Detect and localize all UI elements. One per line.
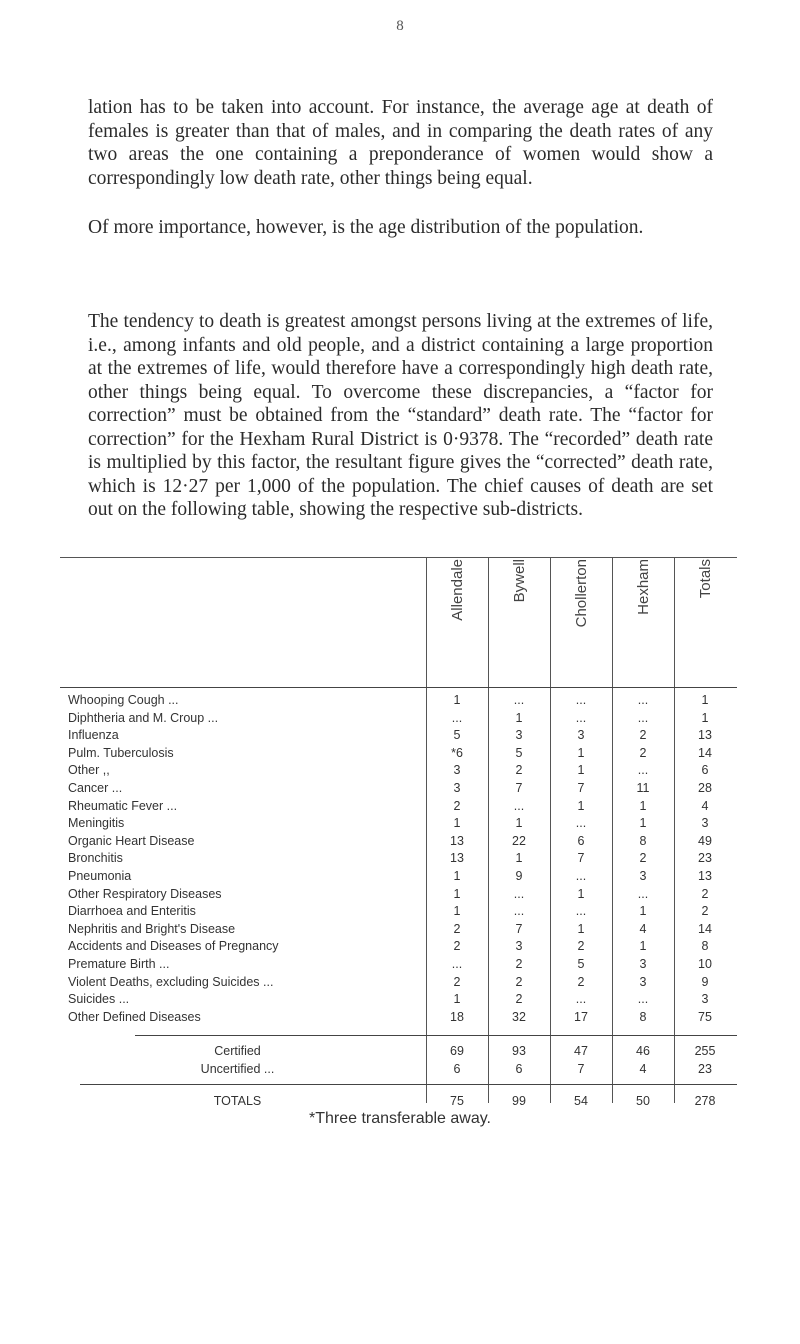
paragraph-1: lation has to be taken into account. For instance, the average age at death of females is greater than that of males, and in comparing the death rates of any two areas the one containing a preponderance of women would show a correspondingly low death rate, other things being equal. [88, 97, 713, 189]
row-value: ... [513, 886, 525, 901]
row-value: 28 [698, 781, 712, 795]
row-value: 3 [639, 957, 647, 971]
row-value: ... [637, 886, 649, 901]
row-label: Cancer ... [68, 781, 123, 795]
column-header-hexham: Hexham [634, 559, 652, 615]
row-value: 3 [639, 974, 647, 989]
row-label: Pneumonia [68, 869, 132, 883]
row-value: ... [637, 710, 649, 725]
row-value: 3 [453, 781, 461, 795]
row-value: 7 [577, 851, 585, 866]
row-value: 18 [450, 1009, 464, 1024]
row-value: 2 [453, 939, 461, 954]
row-value: 3 [701, 816, 709, 831]
row-value: 1 [701, 710, 709, 725]
row-value: 9 [701, 974, 709, 989]
row-value: 4 [639, 921, 647, 936]
row-value: 75 [698, 1009, 712, 1024]
row-value: 1 [639, 798, 647, 813]
row-value: 3 [701, 992, 709, 1007]
row-value: 1 [515, 710, 523, 725]
row-label: Meningitis [68, 816, 125, 831]
table-row [60, 957, 740, 975]
row-value: 4 [701, 798, 709, 813]
subtotal-rule [135, 1035, 737, 1036]
row-value: ... [513, 904, 525, 919]
table-row [60, 799, 740, 817]
row-value: 14 [698, 921, 712, 936]
row-value: 9 [515, 869, 523, 883]
row-value: ... [451, 957, 463, 971]
table-row [60, 992, 740, 1010]
paragraph-2: Of more importance, however, is the age distribution of the population. [88, 217, 644, 238]
header-bottom-rule [60, 687, 737, 688]
row-value: 10 [698, 957, 712, 971]
paragraph-3: The tendency to death is greatest amongst persons living at the extremes of life, i.e., among infants and old people, and a district containing a large proportion at the extremes of life, would therefore have a correspondingly high death rate, other things being equal. To overcome these discrepancies, a “factor for correction” must be obtained from the “standard” death rate. The “factor for correction” for the Hexham Rural District is 0·9378. The “recorded” death rate is multiplied by this factor, the resultant figure gives the “corrected” death rate, which is 12·27 per 1,000 of the population. The chief causes of death are set out on the following table, showing the respective sub-districts. [88, 311, 713, 520]
row-value: 8 [701, 939, 709, 954]
row-value: 2 [639, 728, 647, 743]
row-value: 2 [639, 851, 647, 866]
row-value: 49 [698, 833, 712, 848]
row-value: 2 [453, 798, 461, 813]
row-value: 2 [515, 957, 523, 971]
row-value: 13 [450, 833, 464, 848]
row-value: 2 [639, 745, 647, 760]
row-value: ... [513, 798, 525, 813]
row-value: 3 [639, 869, 647, 883]
row-value: ... [513, 693, 525, 707]
row-label: Other Defined Diseases [68, 1009, 201, 1024]
row-label: Whooping Cough ... [68, 693, 179, 707]
row-label: Diarrhoea and Enteritis [68, 904, 196, 919]
row-value: ... [637, 693, 649, 707]
row-value: 1 [577, 763, 585, 778]
row-value: 14 [698, 745, 712, 760]
row-value: 17 [574, 1009, 588, 1024]
row-label: Influenza [68, 728, 119, 743]
table-row [60, 975, 740, 993]
row-value: ... [575, 992, 587, 1007]
row-label: Organic Heart Disease [68, 833, 195, 848]
table-row [60, 1010, 740, 1028]
column-header-chollerton: Chollerton [572, 559, 590, 628]
row-value: 1 [453, 992, 461, 1007]
row-label: Rheumatic Fever ... [68, 798, 178, 813]
row-value: ... [451, 710, 463, 725]
row-value: ... [575, 816, 587, 831]
row-value: 2 [515, 763, 523, 778]
row-value: 13 [698, 869, 712, 883]
table-row [60, 834, 740, 852]
row-value: 8 [639, 1009, 647, 1024]
row-value: 7 [515, 781, 523, 795]
row-value: 2 [701, 904, 709, 919]
row-value: 2 [577, 974, 585, 989]
table-row [60, 728, 740, 746]
table-row [60, 869, 740, 887]
row-value: 5 [577, 957, 585, 971]
table-row [60, 746, 740, 764]
row-value: 13 [698, 728, 712, 743]
row-value: 5 [515, 745, 523, 760]
table-row [60, 939, 740, 957]
row-label: Premature Birth ... [68, 957, 170, 971]
row-label: Nephritis and Bright's Disease [68, 921, 236, 936]
row-value: 1 [577, 745, 585, 760]
row-value: 1 [577, 798, 585, 813]
uncertified-row: Uncertified ... 6 6 7 4 23 [200, 1062, 712, 1076]
table-row [60, 904, 740, 922]
totals-row: TOTALS 75 99 54 50 278 [213, 1094, 716, 1108]
row-value: 1 [453, 886, 461, 901]
row-value: 7 [515, 921, 523, 936]
row-value: 1 [453, 904, 461, 919]
row-value: 11 [636, 781, 650, 795]
row-label: Suicides ... [68, 992, 130, 1007]
column-header-allendale: Allendale [448, 559, 466, 621]
table-row [60, 922, 740, 940]
page-number: 8 [396, 18, 404, 34]
row-value: 1 [639, 939, 647, 954]
row-value: ... [575, 904, 587, 919]
row-value: ... [575, 869, 587, 883]
row-value: 6 [701, 763, 709, 778]
row-value: 3 [515, 728, 523, 743]
table-row [60, 887, 740, 905]
row-value: 1 [577, 886, 585, 901]
row-value: 2 [577, 939, 585, 954]
row-label: Other Respiratory Diseases [68, 886, 222, 901]
row-label: Accidents and Diseases of Pregnancy [68, 939, 279, 954]
row-value: *6 [451, 745, 463, 760]
row-label: Violent Deaths, excluding Suicides ... [68, 974, 274, 989]
table-row [60, 693, 740, 711]
row-value: 1 [701, 693, 709, 707]
row-label: Other ,, [68, 763, 110, 778]
row-value: 1 [577, 921, 585, 936]
table-row [60, 851, 740, 869]
row-value: 2 [701, 886, 709, 901]
row-value: ... [575, 693, 587, 707]
row-value: ... [637, 992, 649, 1007]
row-value: 2 [515, 974, 523, 989]
table-row [60, 781, 740, 799]
row-label: Bronchitis [68, 851, 123, 866]
row-value: 1 [453, 816, 461, 831]
row-value: 3 [453, 763, 461, 778]
row-value: 2 [453, 921, 461, 936]
row-value: 1 [453, 869, 461, 883]
row-value: 3 [515, 939, 523, 954]
certified-row: Certified 69 93 47 46 255 [214, 1044, 716, 1058]
row-value: 1 [639, 904, 647, 919]
totals-rule [80, 1084, 737, 1085]
row-value: 7 [577, 781, 585, 795]
row-value: 22 [512, 833, 526, 848]
row-value: 13 [450, 851, 464, 866]
row-value: 1 [453, 693, 461, 707]
footnote: *Three transferable away. [308, 1110, 491, 1127]
row-value: 5 [453, 728, 461, 743]
row-value: 23 [698, 851, 712, 866]
row-value: 2 [515, 992, 523, 1007]
column-header-bywell: Bywell [510, 559, 528, 603]
row-value: 32 [512, 1009, 526, 1024]
row-value: ... [637, 763, 649, 778]
row-value: 6 [577, 833, 585, 848]
table-row [60, 763, 740, 781]
row-value: 8 [639, 833, 647, 848]
row-label: Pulm. Tuberculosis [68, 745, 174, 760]
row-value: ... [575, 710, 587, 725]
row-value: 1 [515, 851, 523, 866]
table-row [60, 711, 740, 729]
row-value: 3 [577, 728, 585, 743]
table-row [60, 816, 740, 834]
row-value: 2 [453, 974, 461, 989]
row-value: 1 [515, 816, 523, 831]
column-header-totals: Totals [696, 559, 714, 599]
row-label: Diphtheria and M. Croup ... [68, 710, 219, 725]
row-value: 1 [639, 816, 647, 831]
